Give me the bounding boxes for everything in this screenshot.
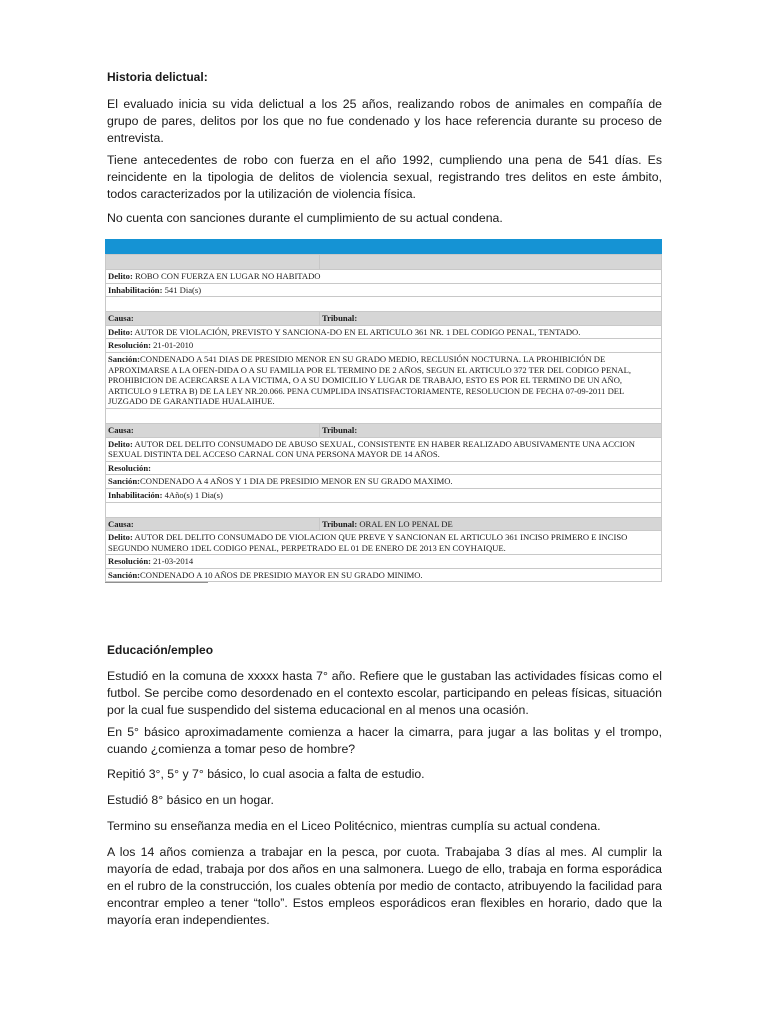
sancion-label: Sanción: bbox=[108, 353, 140, 364]
delito-value: AUTOR DE VIOLACIÓN, PREVISTO Y SANCIONA-DO EN EL ARTICULO 361 NR. 1 DEL CODIGO PENAL, TENTADO. bbox=[132, 326, 581, 337]
delito-value: AUTOR DEL DELITO CONSUMADO DE VIOLACION QUE PREVE Y SANCIONAN EL ARTICULO 361 INCISO PRIMERO E INCISO SEGUNDO NUMERO 1DEL CODIGO PENAL, PERPETRADO EL 01 DE ENERO DE 2013 EN COYHAIQUE. bbox=[108, 532, 628, 553]
sancion-label: Sanción: bbox=[108, 476, 140, 487]
educacion-paragraph-6: A los 14 años comienza a trabajar en la pesca, por cuota. Trabajaba 3 días al mes. Al cumplir la mayoría de edad, trabaja por dos años en una salmonera. Luego de ello, trabaja en forma esporádica en el rubro de la construcción, los cuales obtenía por medio de contacto, atribuyendo la facilidad para encontrar empleo a tener “tollo”. Estos empleos esporádicos eran flexibles en horario, dado que la mayoría eran independientes. bbox=[107, 845, 662, 927]
inhabilitacion-value: 4Año(s) 1 Dia(s) bbox=[162, 489, 223, 500]
sancion-value: CONDENADO A 10 AÑOS DE PRESIDIO MAYOR EN SU GRADO MINIMO. bbox=[140, 569, 423, 580]
delito-label: Delito: bbox=[108, 532, 133, 543]
historia-paragraph-3: No cuenta con sanciones durante el cumplimiento de su actual condena. bbox=[107, 211, 503, 225]
section-heading-historia: Historia delictual: bbox=[107, 70, 208, 84]
record-row-delito bbox=[105, 437, 662, 461]
sancion-value: CONDENADO A 541 DIAS DE PRESIDIO MENOR EN SU GRADO MEDIO, RECLUSIÓN NOCTURNA. LA PROHIBICIÓN DE APROXIMARSE A LA OFEN-DIDA O A SU FAMILIA POR EL TERMINO DE 2 AÑOS, SEGUN EL ARTICULO 372 TER DEL CODIGO PENAL, PROHIBICION DE ACERCARSE A LA VICTIMA, O A SU DOMICILIO Y LUGAR DE TRABAJO, ESTO ES POR EL TERMINO DE UN AÑO, ARTICULO 9 LETRA B) DE LA LEY NR.20.066. PENA CUMPLIDA INSATISFACTORIAMENTE, RESOLUCION DE FECHA 07-09-2011 DEL JUZGADO DE GARANTIADE HUALAIHUE. bbox=[108, 353, 632, 407]
record-header-bar bbox=[105, 239, 662, 254]
inhabilitacion-value: 541 Dia(s) bbox=[162, 284, 202, 295]
record-blank-split-row bbox=[105, 254, 662, 269]
record-blank-row bbox=[105, 296, 662, 311]
table-end-line bbox=[105, 582, 208, 583]
tribunal-label: Tribunal: bbox=[322, 313, 358, 324]
delito-label: Delito: bbox=[108, 438, 133, 449]
resolucion-label: Resolución: bbox=[108, 340, 151, 351]
tribunal-value: ORAL EN LO PENAL DE bbox=[357, 518, 453, 529]
sancion-value: CONDENADO A 4 AÑOS Y 1 DIA DE PRESIDIO MENOR EN SU GRADO MAXIMO. bbox=[140, 476, 453, 487]
record-row-sancion bbox=[105, 568, 662, 582]
causa-label: Causa: bbox=[108, 424, 134, 435]
record-row-delito bbox=[105, 530, 662, 554]
record-row-resolucion bbox=[105, 338, 662, 352]
historia-paragraph-2: Tiene antecedentes de robo con fuerza en el año 1992, cumpliendo una pena de 541 días. Es reincidente en la tipologia de delitos de violencia sexual, registrando tres delitos en este ámbito, todos caracterizados por la utilización de violencia física. bbox=[107, 153, 662, 201]
record-row-sancion bbox=[105, 474, 662, 488]
section-heading-educacion: Educación/empleo bbox=[107, 643, 214, 657]
record-row-causa-tribunal bbox=[105, 311, 662, 325]
educacion-paragraph-3: Repitió 3°, 5° y 7° básico, lo cual asocia a falta de estudio. bbox=[107, 767, 425, 781]
causa-label: Causa: bbox=[108, 313, 134, 324]
record-row-resolucion bbox=[105, 554, 662, 568]
tribunal-label: Tribunal: bbox=[322, 518, 358, 529]
educacion-paragraph-5: Termino su enseñanza media en el Liceo Politécnico, mientras cumplía su actual condena. bbox=[107, 819, 601, 833]
sancion-label: Sanción: bbox=[108, 569, 140, 580]
delito-value: ROBO CON FUERZA EN LUGAR NO HABITADO bbox=[132, 271, 321, 281]
causa-label: Causa: bbox=[108, 518, 134, 529]
record-row-delito bbox=[105, 269, 662, 283]
record-row-sancion bbox=[105, 352, 662, 408]
tribunal-label: Tribunal: bbox=[322, 424, 358, 435]
resolucion-label: Resolución: bbox=[108, 556, 151, 567]
historia-paragraph-1: El evaluado inicia su vida delictual a los 25 años, realizando robos de animales en compañía de grupo de pares, delitos por los que no fue condenado y los hace referencia durante su proceso de entrevista. bbox=[107, 97, 662, 145]
resolucion-value: 21-03-2014 bbox=[150, 556, 194, 567]
record-row-causa-tribunal bbox=[105, 423, 662, 437]
inhabilitacion-label: Inhabilitación: bbox=[108, 284, 163, 295]
record-row-causa-tribunal bbox=[105, 517, 662, 531]
record-row-inhabilitacion bbox=[105, 283, 662, 297]
educacion-paragraph-2: En 5° básico aproximadamente comienza a hacer la cimarra, para jugar a las bolitas y el trompo, cuando ¿comienza a tomar peso de hombre? bbox=[107, 725, 662, 756]
record-row-resolucion bbox=[105, 461, 662, 475]
educacion-paragraph-4: Estudió 8° básico en un hogar. bbox=[107, 793, 274, 807]
inhabilitacion-label: Inhabilitación: bbox=[108, 489, 163, 500]
resolucion-label: Resolución: bbox=[108, 462, 151, 473]
record-row-delito bbox=[105, 325, 662, 339]
record-row-inhabilitacion bbox=[105, 488, 662, 502]
record-blank-row bbox=[105, 502, 662, 517]
delito-label: Delito: bbox=[108, 326, 133, 337]
educacion-paragraph-1: Estudió en la comuna de xxxxx hasta 7° año. Refiere que le gustaban las actividades físicas como el futbol. Se percibe como desordenado en el contexto escolar, participando en peleas físicas, situación por la cual fue suspendido del sistema educacional en al menos una ocasión. bbox=[107, 669, 662, 717]
criminal-record-table bbox=[105, 239, 662, 582]
resolucion-value: 21-01-2010 bbox=[150, 340, 194, 351]
delito-label: Delito: bbox=[108, 271, 133, 281]
delito-value: AUTOR DEL DELITO CONSUMADO DE ABUSO SEXUAL, CONSISTENTE EN HABER REALIZADO ABUSIVAMENTE UNA ACCION SEXUAL DISTINTA DEL ACCESO CARNAL CON UNA PERSONA MAYOR DE 14 AÑOS. bbox=[108, 438, 636, 460]
record-blank-row bbox=[105, 408, 662, 423]
